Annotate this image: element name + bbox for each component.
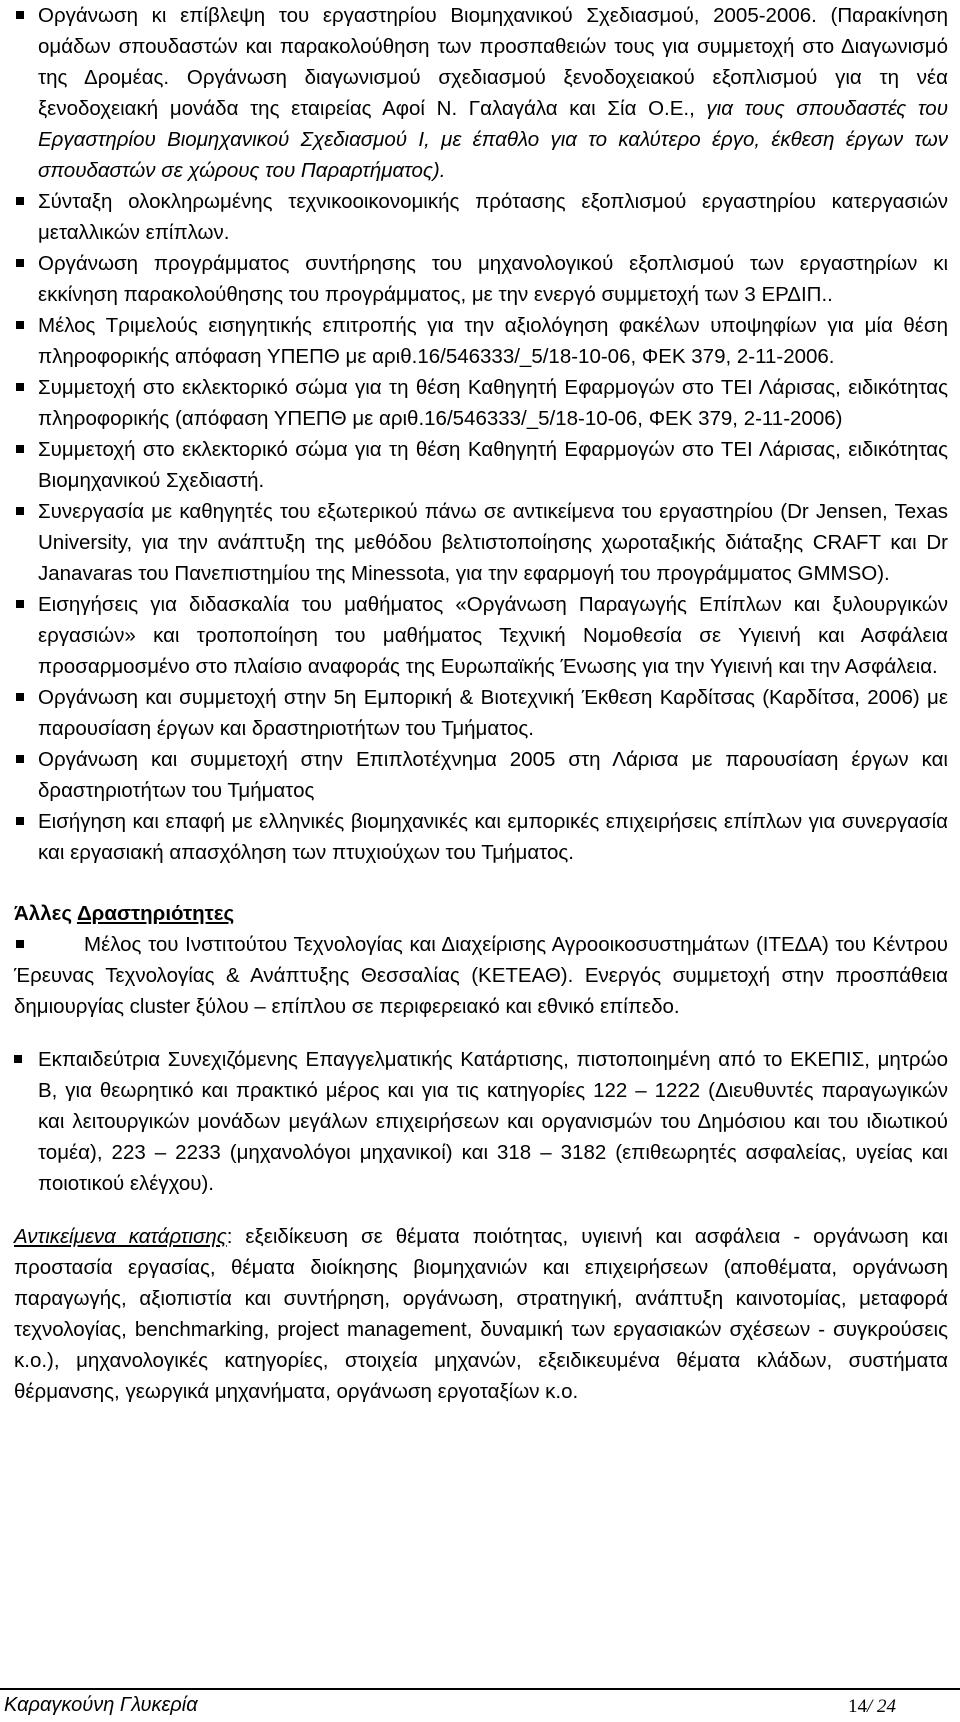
list-item-text-italic: για τους σπουδαστές του Εργαστηρίου Βιομηχανικού Σχεδιασμού Ι, με έπαθλο για το καλύτερο έργο, έκθεση έργων των σπουδαστών σε χώρους του Παραρτήματος). — [38, 97, 948, 182]
square-bullet-icon — [16, 383, 24, 391]
square-bullet-icon — [16, 197, 24, 205]
spacer — [14, 1199, 948, 1221]
training-label: Αντικείμενα κατάρτισης — [14, 1225, 227, 1248]
list-item-text: Οργάνωση και συμμετοχή στην Επιπλοτέχνημα 2005 στη Λάρισα με παρουσίαση έργων και δραστηριοτήτων του Τμήματος — [38, 748, 948, 802]
list-item — [14, 1044, 948, 1199]
footer-author: Καραγκούνη Γλυκερία — [4, 1694, 198, 1716]
list-item — [14, 434, 948, 496]
list-item-text: Μέλος Τριμελούς εισηγητικής επιτροπής για την αξιολόγηση φακέλων υποψηφίων για μία θέση πληροφορικής απόφαση ΥΠΕΠΘ με αριθ.16/546333/_5/18-10-06, ΦΕΚ 379, 2-11-2006. — [38, 314, 948, 368]
document-body — [14, 0, 948, 1407]
list-item-text: Εισήγηση και επαφή με ελληνικές βιομηχανικές και εμπορικές επιχειρήσεις επίπλων για συνεργασία και εργασιακή απασχόληση των πτυχιούχων του Τμήματος. — [38, 810, 948, 864]
square-bullet-icon — [16, 755, 24, 763]
spacer — [14, 868, 948, 898]
section-heading-prefix: Άλλες — [14, 902, 77, 925]
square-bullet-icon — [16, 817, 24, 825]
list-item-text: Συμμετοχή στο εκλεκτορικό σώμα για τη θέση Καθηγητή Εφαρμογών στο ΤΕΙ Λάρισας, ειδικότητας πληροφορικής (απόφαση ΥΠΕΠΘ με αριθ.16/546333/_5/18-10-06, ΦΕΚ 379, 2-11-2006) — [38, 376, 948, 430]
page-footer — [0, 1688, 960, 1722]
square-bullet-icon — [16, 940, 24, 948]
list-item-text: Οργάνωση προγράμματος συντήρησης του μηχανολογικού εξοπλισμού των εργαστηρίων κι εκκίνηση παρακολούθησης του προγράμματος, με την ενεργό συμμετοχή των 3 ΕΡΔΙΠ.. — [38, 252, 948, 306]
list-item-text: Οργάνωση και συμμετοχή στην 5η Εμπορική & Βιοτεχνική Έκθεση Καρδίτσας (Καρδίτσα, 2006) με παρουσίαση έργων και δραστηριοτήτων του Τμήματος. — [38, 686, 948, 740]
footer-divider — [0, 1688, 960, 1690]
square-bullet-icon — [16, 321, 24, 329]
square-bullet-icon — [16, 259, 24, 267]
square-bullet-icon — [16, 507, 24, 515]
list-item — [14, 806, 948, 868]
training-text: : εξειδίκευση σε θέματα ποιότητας, υγιεινή και ασφάλεια - οργάνωση και προστασία εργασίας, θέματα διοίκησης βιομηχανιών και επιχειρήσεων (αποθέματα, οργάνωση παραγωγής, αξιοπιστία και συντήρηση, οργάνωση, στρατηγική, ανάπτυξη καινοτομίας, μεταφορά τεχνολογίας, benchmarking, project management, δυναμική των εργασιακών σχέσεων - συγκρούσεις κ.ο.), μηχανολογικές κατηγορίες, στοιχεία μηχανών, εξειδικευμένα θέματα κλάδων, συστήματα θέρμανσης, γεωργικά μηχανήματα, οργάνωση εργοταξίων κ.ο. — [14, 1225, 948, 1403]
list-item-text: Συνεργασία με καθηγητές του εξωτερικού πάνω σε αντικείμενα του εργαστηρίου (Dr Jensen, Texas University, για την ανάπτυξη της μεθόδου βελτιστοποίησης χωροταξικής διάταξης CRAFT και Dr Janavaras του Πανεπιστημίου της Minessota, για την εφαρμογή του προγράμματος GMMSO). — [38, 500, 948, 585]
page-number — [848, 1696, 896, 1718]
other-activity-text: Μέλος του Ινστιτούτου Τεχνολογίας και Διαχείρισης Αγροοικοσυστημάτων (ΙΤΕΔΑ) του Κέντρου Έρευνας Τεχνολογίας & Ανάπτυξης Θεσσαλίας (ΚΕΤΕΑΘ). Ενεργός συμμετοχή στην προσπάθεια δημιουργίας cluster ξύλου – επίπλου σε περιφερειακό και εθνικό επίπεδο. — [14, 933, 948, 1018]
list-item — [14, 372, 948, 434]
section-heading-underlined: Δραστηριότητες — [76, 902, 235, 925]
list-item — [14, 744, 948, 806]
square-bullet-icon — [14, 1055, 22, 1063]
square-bullet-icon — [16, 693, 24, 701]
list-item — [14, 248, 948, 310]
list-item — [14, 186, 948, 248]
list-item-text: Εκπαιδεύτρια Συνεχιζόμενης Επαγγελματικής Κατάρτισης, πιστοποιημένη από το ΕΚΕΠΙΣ, μητρώο Β, για θεωρητικό και πρακτικό μέρος και για τις κατηγορίες 122 – 1222 (Διευθυντές παραγωγικών και λειτουργικών μονάδων μεγάλων επιχειρήσεων και οργανισμών του Δημόσιου και του ιδιωτικού τομέα), 223 – 2233 (μηχανολόγοι μηχανικοί) και 318 – 3182 (επιθεωρητές ασφαλείας, υγείας και ποιοτικού ελέγχου). — [38, 1048, 948, 1195]
list-item-text: Σύνταξη ολοκληρωμένης τεχνικοοικονομικής πρότασης εξοπλισμού εργαστηρίου κατεργασιών μεταλλικών επίπλων. — [38, 190, 948, 244]
section-heading — [14, 898, 948, 929]
square-bullet-icon — [16, 445, 24, 453]
list-item — [14, 0, 948, 186]
training-paragraph — [14, 1221, 948, 1407]
list-item-text: Συμμετοχή στο εκλεκτορικό σώμα για τη θέση Καθηγητή Εφαρμογών στο ΤΕΙ Λάρισας, ειδικότητας Βιομηχανικού Σχεδιαστή. — [38, 438, 948, 492]
spacer — [14, 1022, 948, 1044]
other-activity-paragraph — [14, 929, 948, 1022]
list-item — [14, 496, 948, 589]
page-number-current: 14 — [847, 1696, 867, 1717]
page-number-total: / 24 — [866, 1696, 896, 1717]
list-item-text: Οργάνωση κι επίβλεψη του εργαστηρίου Βιομηχανικού Σχεδιασμού, 2005-2006. (Παρακίνηση ομάδων σπουδαστών και παρακολούθηση των προσπαθειών τους για συμμετοχή στο Διαγωνισμό της Δρομέας. Οργάνωση διαγωνισμού σχεδιασμού ξενοδοχειακού εξοπλισμού για τη νέα ξενοδοχειακή μονάδα της εταιρείας Αφοί Ν. Γαλαγάλα και Σία Ο.Ε., — [38, 4, 948, 120]
list-item — [14, 310, 948, 372]
list-item — [14, 589, 948, 682]
list-item — [14, 682, 948, 744]
square-bullet-icon — [16, 11, 24, 19]
square-bullet-icon — [16, 600, 24, 608]
list-item-text: Εισηγήσεις για διδασκαλία του μαθήματος «Οργάνωση Παραγωγής Επίπλων και ξυλουργικών εργασιών» και τροποποίηση του μαθήματος Τεχνική Νομοθεσία σε Υγιεινή και Ασφάλεια προσαρμοσμένο στο πλαίσιο αναφοράς της Ευρωπαϊκής Ένωσης για την Υγιεινή και την Ασφάλεια. — [38, 593, 948, 678]
